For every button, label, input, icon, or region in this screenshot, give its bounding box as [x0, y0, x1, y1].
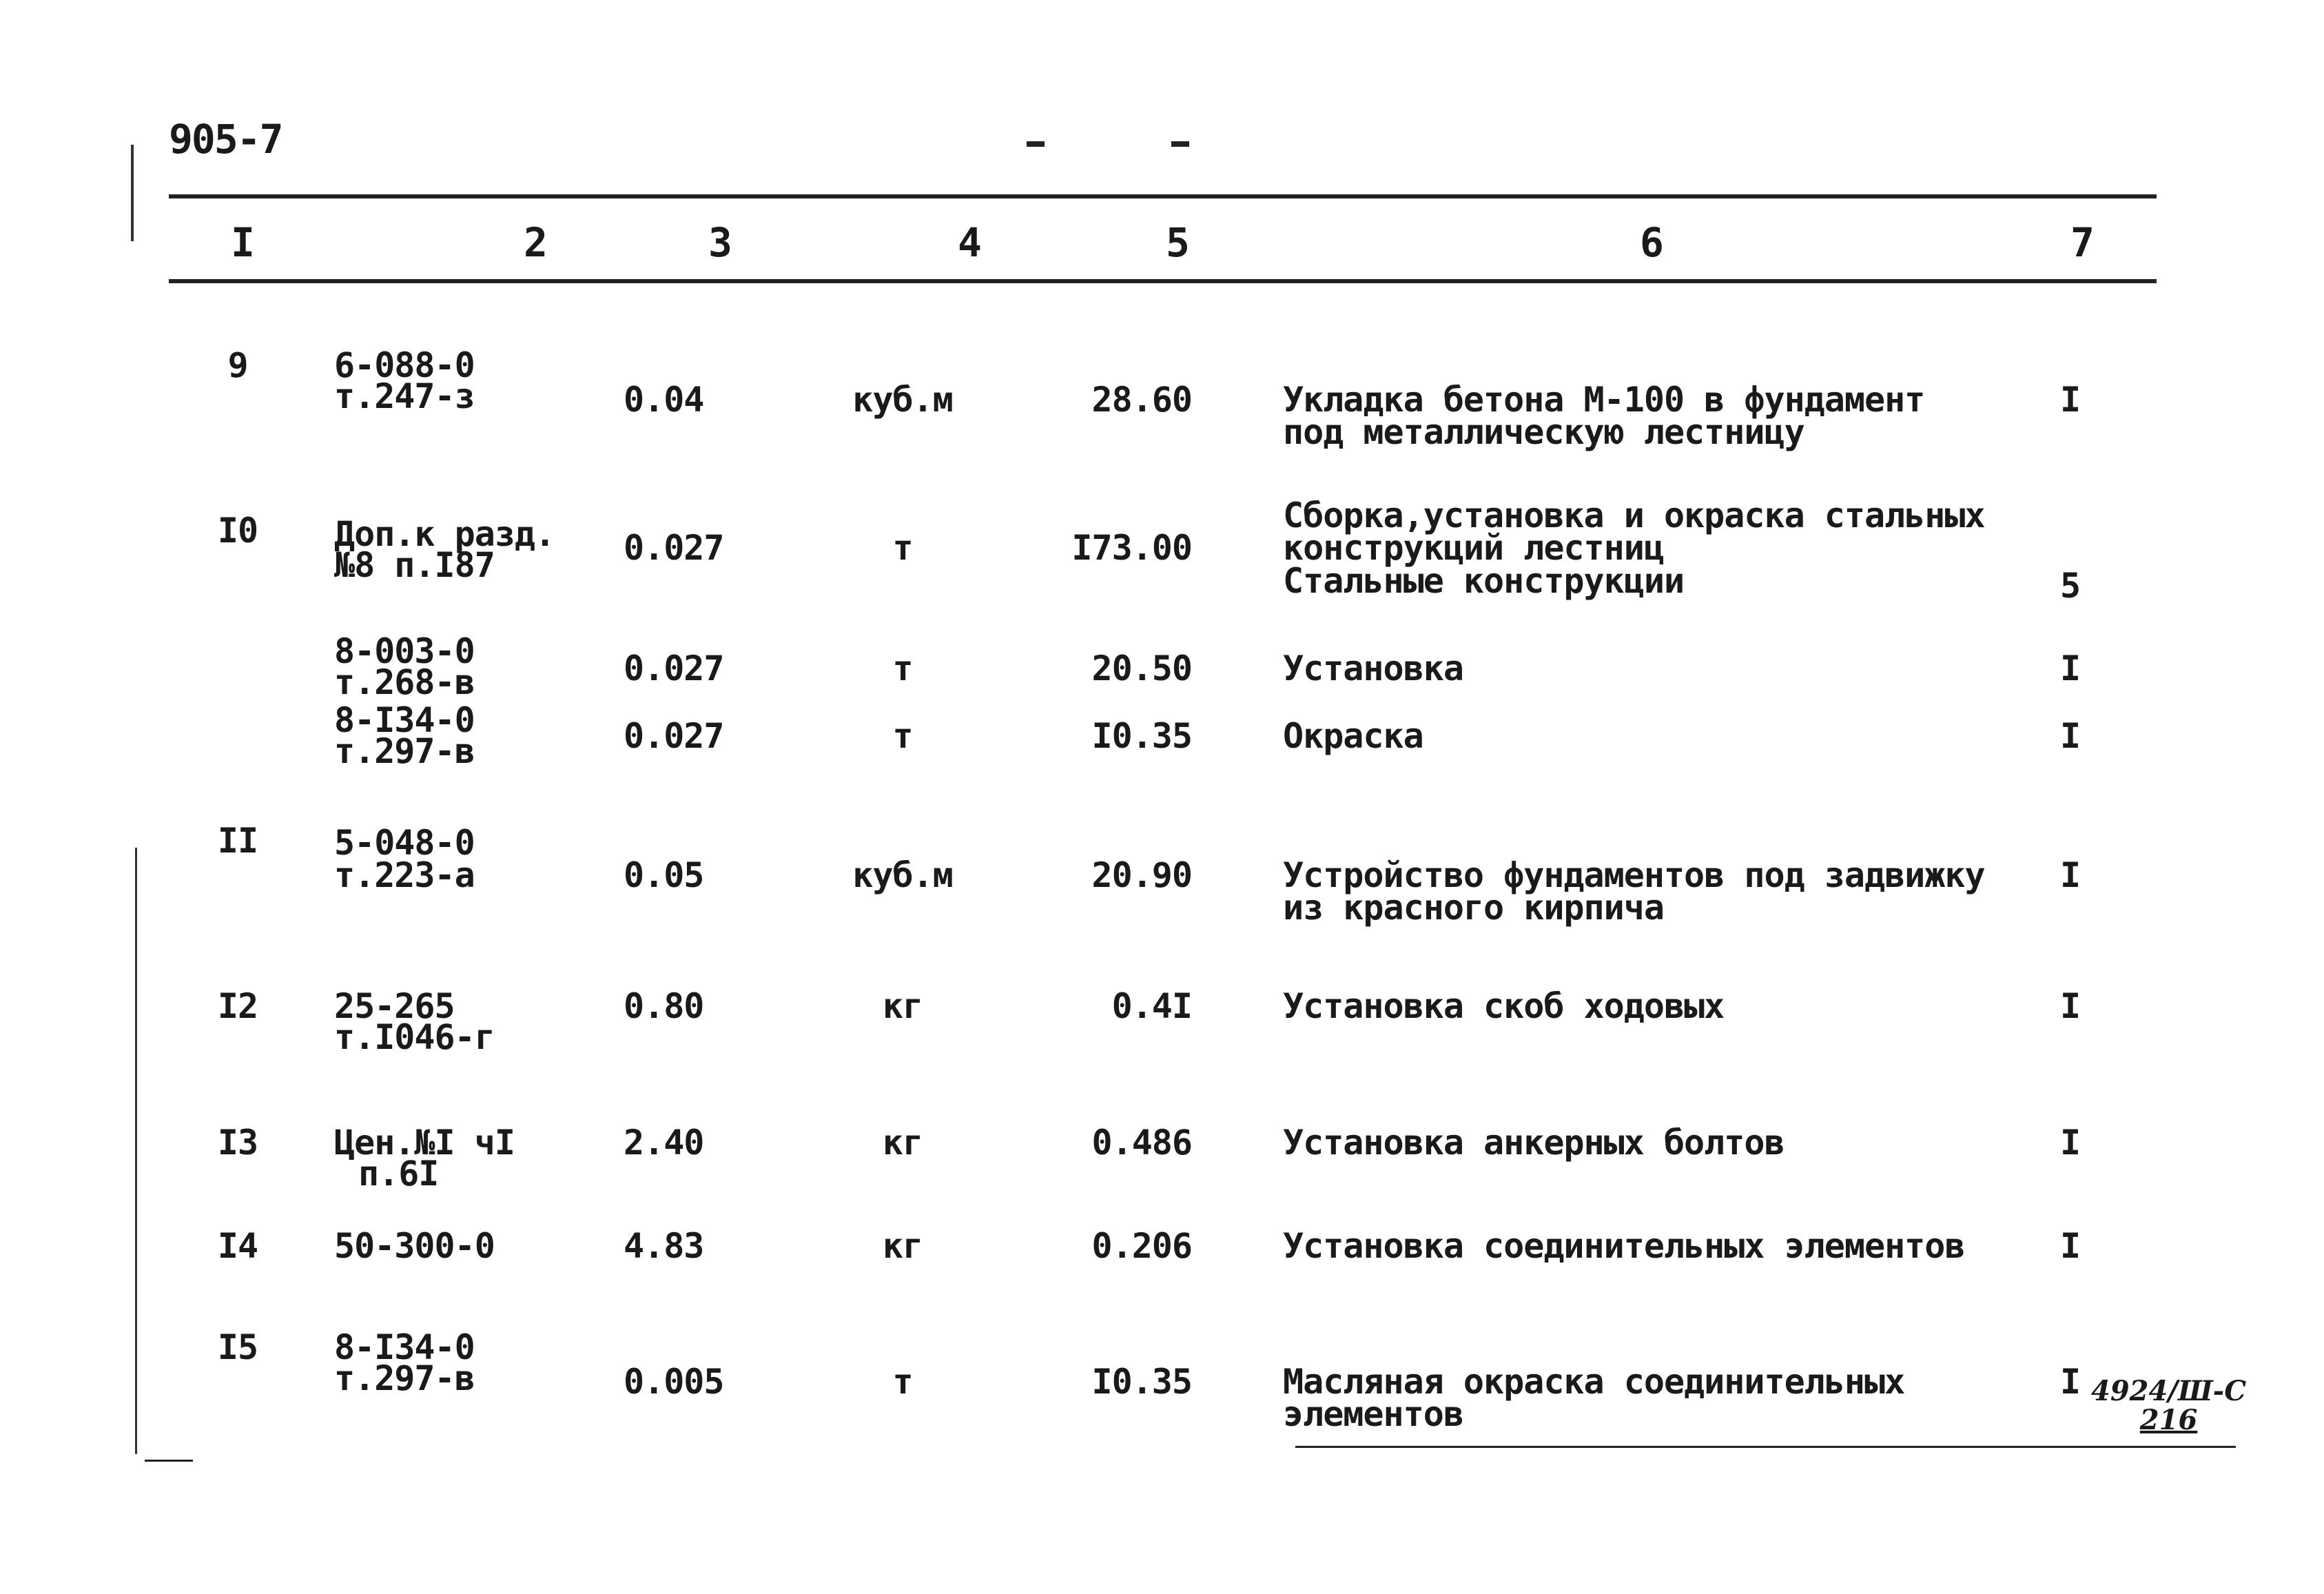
coefficient: I [2060, 380, 2081, 420]
unit: куб.м [852, 380, 953, 420]
stamp-code: 4924/Ш-С [2091, 1375, 2247, 1407]
document-code: 905-7 [169, 116, 282, 163]
unit-price: I0.35 [1091, 1362, 1192, 1402]
quantity: 0.027 [624, 648, 724, 688]
unit-price: 28.60 [1091, 380, 1192, 420]
unit: кг [882, 1226, 923, 1266]
norm-reference: Цен.№I чI [334, 1123, 515, 1163]
work-description: из красного кирпича [1283, 888, 1664, 928]
bottom-rule [1295, 1446, 2236, 1448]
quantity: 0.027 [624, 716, 724, 756]
norm-reference: 6-088-0 [334, 345, 475, 385]
quantity: 0.005 [624, 1362, 724, 1402]
archive-stamp [2091, 1377, 2246, 1435]
coefficient: 5 [2060, 566, 2081, 606]
column-header-5: 5 [1166, 219, 1190, 266]
unit: кг [882, 1123, 923, 1163]
row-number: I4 [217, 1226, 258, 1266]
work-description: Укладка бетона М-100 в фундамент [1283, 380, 1925, 420]
work-description: Сборка,установка и окраска стальных [1283, 495, 1985, 535]
work-description: Установка [1283, 648, 1463, 688]
header-dash [1171, 141, 1189, 147]
work-description: Установка анкерных болтов [1283, 1123, 1785, 1163]
work-description: Окраска [1283, 716, 1423, 756]
unit-price: 20.50 [1091, 648, 1192, 688]
row-number: I5 [217, 1327, 258, 1367]
norm-table: т.297-в [334, 731, 475, 771]
norm-reference: 5-048-0 [334, 823, 475, 863]
margin-line [135, 848, 137, 1454]
corner-mark [145, 1460, 193, 1462]
column-header-3: 3 [708, 219, 732, 266]
coefficient: I [2060, 1123, 2081, 1163]
norm-table: т.247-з [334, 376, 475, 416]
norm-reference: 8-I34-0 [334, 700, 475, 740]
unit-price: 0.4I [1111, 986, 1192, 1026]
row-number: I0 [217, 511, 258, 551]
column-header-2: 2 [524, 219, 548, 266]
quantity: 4.83 [624, 1226, 704, 1266]
unit-price: 0.486 [1091, 1123, 1192, 1163]
work-description: Стальные конструкции [1283, 561, 1685, 601]
table-header-rule [169, 279, 2157, 283]
column-header-1: I [231, 219, 255, 266]
quantity: 2.40 [624, 1123, 704, 1163]
column-header-7: 7 [2070, 219, 2095, 266]
unit: куб.м [852, 855, 953, 895]
unit-price: I0.35 [1091, 716, 1192, 756]
row-number: II [217, 821, 258, 861]
work-description: Масляная окраска соединительных [1283, 1362, 1905, 1402]
unit-price: 20.90 [1091, 855, 1192, 895]
work-description: Устройство фундаментов под задвижку [1283, 855, 1985, 895]
norm-table: т.223-а [334, 855, 475, 895]
unit-price: I73.00 [1071, 528, 1192, 568]
header-dash [1027, 141, 1045, 147]
table-top-rule [169, 194, 2157, 198]
unit: т [892, 716, 913, 756]
norm-reference: 50-300-0 [334, 1226, 495, 1266]
norm-table: №8 п.I87 [334, 545, 495, 585]
coefficient: I [2060, 648, 2081, 688]
unit: т [892, 528, 913, 568]
unit: т [892, 1362, 913, 1402]
norm-table: т.I046-г [334, 1017, 495, 1057]
coefficient: I [2060, 986, 2081, 1026]
quantity: 0.04 [624, 380, 704, 420]
unit-price: 0.206 [1091, 1226, 1192, 1266]
norm-reference: 8-003-0 [334, 631, 475, 671]
coefficient: I [2060, 1226, 2081, 1266]
row-number: I2 [217, 986, 258, 1026]
norm-reference: 25-265 [334, 986, 455, 1026]
norm-table: т.297-в [334, 1358, 475, 1398]
norm-table: п.6I [358, 1154, 439, 1194]
column-header-6: 6 [1640, 219, 1664, 266]
coefficient: I [2060, 855, 2081, 895]
coefficient: I [2060, 716, 2081, 756]
unit: т [892, 648, 913, 688]
quantity: 0.80 [624, 986, 704, 1026]
margin-line [131, 145, 134, 241]
stamp-page: 216 [2139, 1404, 2198, 1436]
quantity: 0.027 [624, 528, 724, 568]
row-number: 9 [227, 345, 248, 385]
quantity: 0.05 [624, 855, 704, 895]
work-description: Установка соединительных элементов [1283, 1226, 1965, 1266]
unit: кг [882, 986, 923, 1026]
work-description: Установка скоб ходовых [1283, 986, 1725, 1026]
work-description: под металлическую лестницу [1283, 412, 1804, 452]
column-header-4: 4 [958, 219, 982, 266]
norm-reference: Доп.к разд. [334, 514, 555, 554]
coefficient: I [2060, 1362, 2081, 1402]
work-description: конструкций лестниц [1283, 528, 1664, 568]
work-description: элементов [1283, 1394, 1463, 1434]
row-number: I3 [217, 1123, 258, 1163]
norm-table: т.268-в [334, 662, 475, 702]
norm-reference: 8-I34-0 [334, 1327, 475, 1367]
